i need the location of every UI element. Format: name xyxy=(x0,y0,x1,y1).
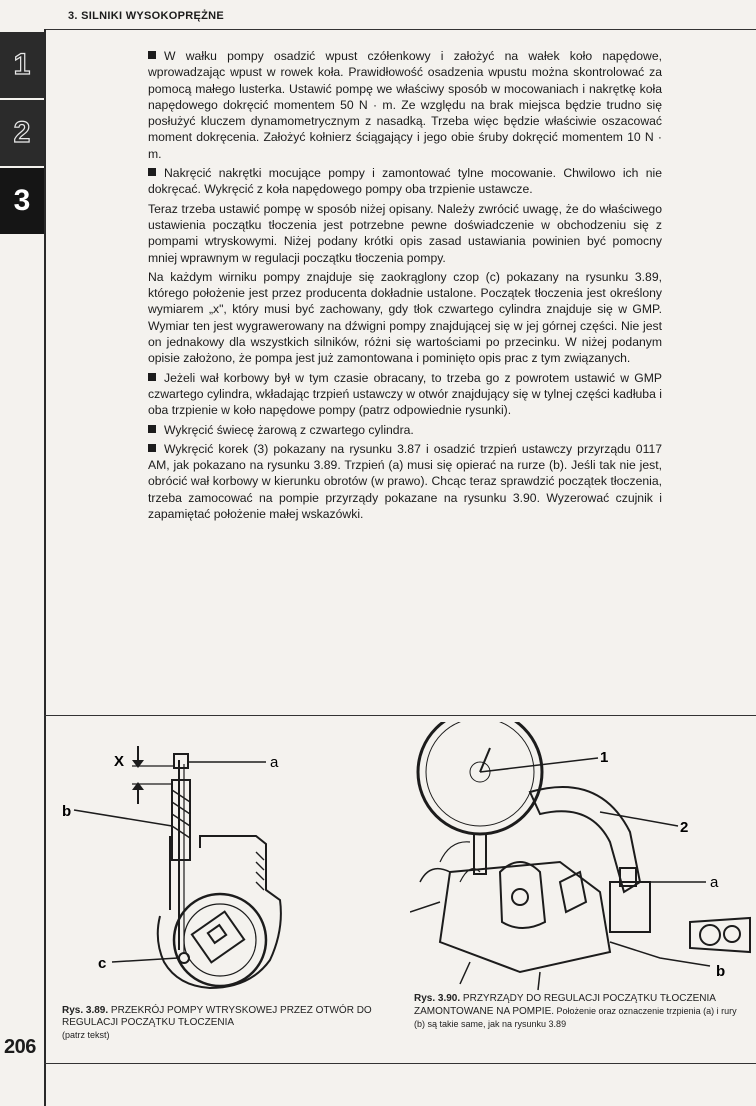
pump-cross-section-figure xyxy=(60,740,380,1000)
dial-gauge-figure xyxy=(410,722,756,992)
bullet-icon xyxy=(148,373,156,381)
paragraph xyxy=(148,165,662,198)
paragraph-text: Wykręcić korek (3) pokazany na rysunku 3.87 i osadzić trzpień ustawczy przyrządu 0117 AM, jak pokazano na rysunku 3.89. Trzpień (a) musi się opierać na rurze (b). Jeśli tak nie jest, obrócić wał korbowy w kierunku obrotów (w prawo). Chcąc teraz sprawdzić początek tłoczenia, trzeba zamocować na pompie przyrządy pokazane na rysunku 3.90. Wyzerować czujnik i zapamiętać położenie małej wskazówki. xyxy=(148,441,662,522)
caption-number: Rys. 3.90. xyxy=(414,993,461,1004)
bullet-icon xyxy=(148,444,156,452)
bullet-icon xyxy=(148,51,156,59)
caption-text: PRZYRZĄDY DO REGULACJI POCZĄTKU TŁOCZENIA ZAMONTOWANE NA POMPIE. xyxy=(414,993,716,1017)
figure-3-89-caption xyxy=(62,1005,382,1042)
paragraph xyxy=(148,422,662,438)
dimension-arrowheads xyxy=(132,760,144,790)
bullet-icon xyxy=(148,168,156,176)
caption-number: Rys. 3.89. xyxy=(62,1005,109,1016)
rotor-cam xyxy=(179,953,189,963)
leader-b xyxy=(610,942,710,966)
label-b: b xyxy=(716,963,726,980)
caption-text: PRZEKRÓJ POMPY WTRYSKOWEJ PRZEZ OTWÓR DO REGULACJI POCZĄTKU TŁOCZENIA xyxy=(62,1005,372,1028)
paragraph xyxy=(148,48,662,162)
pin-head xyxy=(174,754,188,768)
paragraph xyxy=(148,441,662,522)
dial-gauge xyxy=(418,722,542,834)
figure-separator-rule xyxy=(44,715,756,716)
pump-nut xyxy=(512,889,528,905)
chapter-tab-3[interactable] xyxy=(0,168,44,234)
chapter-tab-2-label: 2 xyxy=(13,116,31,149)
chapter-tab-2[interactable] xyxy=(0,100,44,166)
sleeve-hatching xyxy=(172,790,190,838)
bottom-rule xyxy=(44,1063,756,1064)
chapter-tab-1[interactable] xyxy=(0,32,44,98)
pipe-nut xyxy=(724,926,740,942)
leader-c xyxy=(112,958,178,962)
paragraph-text: W wałku pompy osadzić wpust czółenkowy i założyć na wałek koło napędowe, wprowadzając wpust w rowek koła. Prawidłowość osadzenia wpustu można skontrolować za pomocą małego lusterka. Ustawić pompę we właściwy sposób w mocowaniach i nakrętkę koła napędowego dokręcić momentem 50 N · m. Ze względu na brak miejsca będzie trudno się posłużyć kluczem dynamometrycznym z nasadką. Trzeba więc będzie właściwie oszacować moment dokręcenia. Założyć kołnierz ściągający i jego obie śruby dokręcić momentem 10 N · m. xyxy=(148,49,662,161)
label-1: 1 xyxy=(600,749,609,766)
dial-face xyxy=(426,722,534,826)
label-x: X xyxy=(114,753,125,770)
label-c: c xyxy=(98,955,107,972)
bullet-icon xyxy=(148,425,156,433)
paragraph-text: Jeżeli wał korbowy był w tym czasie obracany, to trzeba go z powrotem ustawić w GMP czwartego cylindra, wkładając trzpień ustawczy w otwór znajdujący się w tylnej części kadłuba i oba trzpienie w koło napędowe pompy (patrz odpowiednie rysunki). xyxy=(148,370,662,418)
setting-tool xyxy=(610,882,650,932)
label-b: b xyxy=(62,803,72,820)
label-a: a xyxy=(710,874,719,891)
paragraph-text: Na każdym wirniku pompy znajduje się zaokrąglony czop (c) pokazany na rysunku 3.89, którego położenie jest przez producenta dokładnie ustalone. Początek tłoczenia jest określony wymiarem „x", który musi być zachowany, gdy tłok czwartego cylindra znajduje się w GMP. Wymiar ten jest wygrawerowany na dźwigni pompy znajdującej się w jej górnej części. Nie jest on jednakowy dla wszystkich silników, różni się wartościami po przecinku. W niżej podanym opisie założono, że pompa jest już zamontowana i pominięto opis prac z tym związanych. xyxy=(148,269,662,366)
chapter-tab-1-label: 1 xyxy=(13,48,31,81)
pump-body xyxy=(440,862,610,972)
caption-note: (patrz tekst) xyxy=(62,1030,110,1040)
dial-needle xyxy=(480,748,490,772)
caption-note: Położenie oraz oznaczenie trzpienia (a) i rury (b) są takie same, jak na rysunku 3.89 xyxy=(414,1006,737,1029)
paragraph xyxy=(148,370,662,419)
left-rule xyxy=(44,29,46,1106)
pipe-nut xyxy=(700,925,720,945)
top-rule xyxy=(44,29,756,30)
pump-lever xyxy=(560,872,586,912)
chapter-tab-3-label: 3 xyxy=(13,184,31,217)
paragraph xyxy=(148,201,662,266)
leader-1 xyxy=(480,758,598,772)
bracket xyxy=(530,787,640,892)
wall-hatching xyxy=(256,852,264,890)
leader-2 xyxy=(600,812,678,826)
page-number: 206 xyxy=(4,1036,36,1058)
figure-3-90-caption xyxy=(414,993,750,1031)
running-header: 3. SILNIKI WYSOKOPRĘŻNE xyxy=(68,10,225,22)
paragraph-text: Nakręcić nakrętki mocujące pompy i zamontować tylne mocowanie. Chwilowo ich nie dokręcać. Wykręcić z koła napędowego pompy oba trzpienie ustawcze. xyxy=(148,166,662,197)
label-2: 2 xyxy=(680,819,689,836)
leader-b xyxy=(74,810,172,826)
paragraph-text: Teraz trzeba ustawić pompę w sposób niżej opisany. Należy zwrócić uwagę, że do właściwego ustawienia początku tłoczenia jest potrzebne pewne doświadczenie w obchodzeniu się z pompami wtryskowymi. Niżej podany krótki opis zasad ustawiania powinien być pomocny mniej wprawnym w regulacji początku tłoczenia pompy. xyxy=(148,201,662,265)
paragraph xyxy=(148,269,662,367)
label-a: a xyxy=(270,754,279,771)
body-text xyxy=(148,48,662,525)
rotor-slot-inner xyxy=(208,925,226,943)
pump-head xyxy=(500,862,545,928)
rotor-slot xyxy=(192,912,244,963)
paragraph-text: Wykręcić świecę żarową z czwartego cylindra. xyxy=(164,422,414,437)
